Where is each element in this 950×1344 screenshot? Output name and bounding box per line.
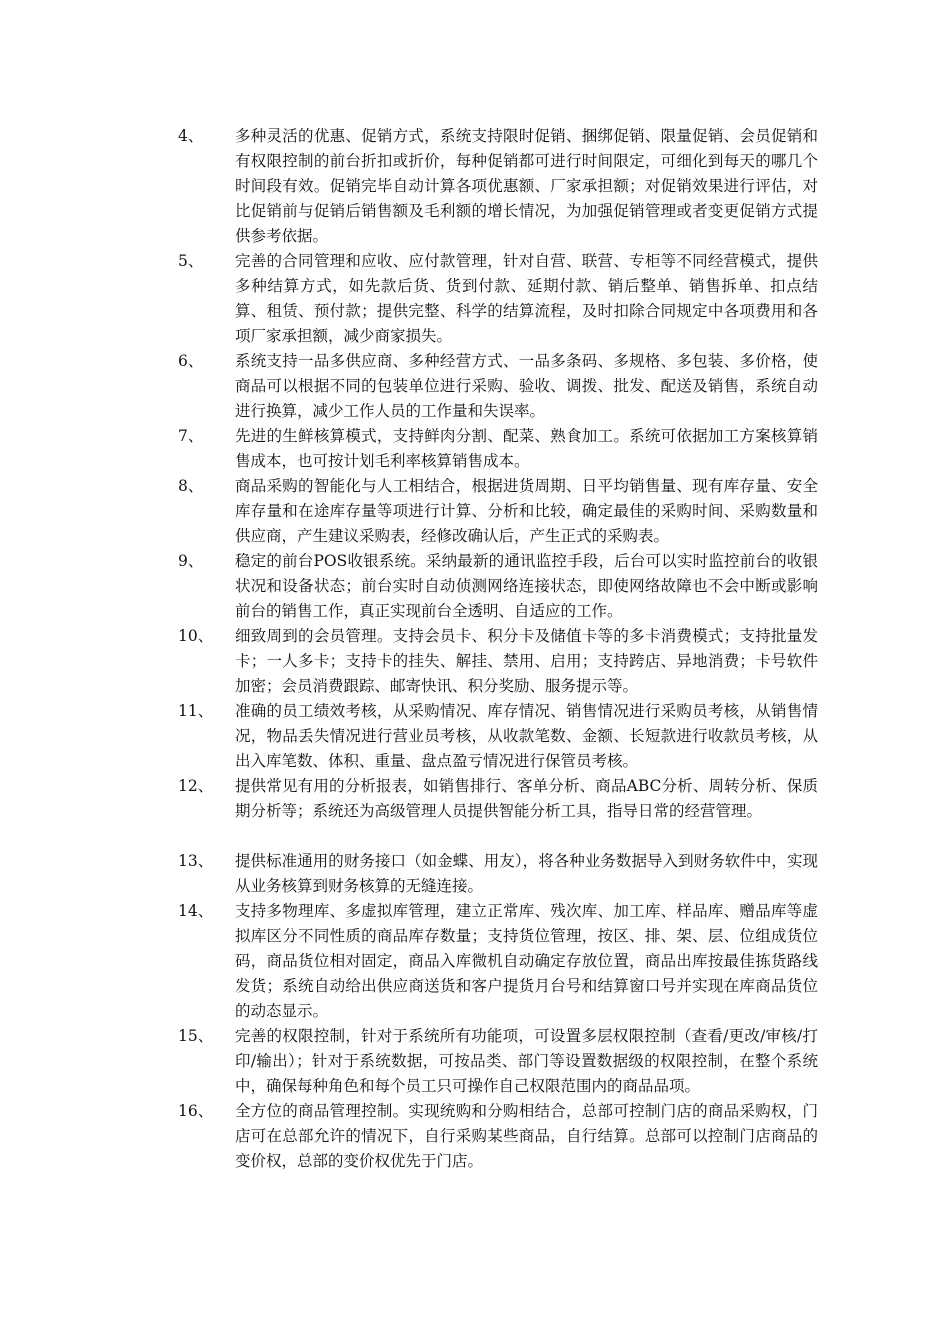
item-text: 系统支持一品多供应商、多种经营方式、一品多条码、多规格、多包装、多价格，使商品可以根据不同的包装单位进行采购、验收、调拨、批发、配送及销售，系统自动进行换算，减少工作人员的工作量和失误率。 [235,352,818,420]
list-item-10 [178,624,818,699]
item-number: 14、 [178,902,214,920]
list-item-15 [178,1024,818,1099]
item-text: 提供标准通用的财务接口（如金蝶、用友），将各种业务数据导入到财务软件中，实现从业务核算到财务核算的无缝连接。 [235,852,818,895]
item-text: 稳定的前台POS收银系统。采纳最新的通讯监控手段，后台可以实时监控前台的收银状况和设备状态；前台实时自动侦测网络连接状态，即使网络故障也不会中断或影响前台的销售工作，真正实现前台全透明、自适应的工作。 [235,552,818,620]
blank-line [178,824,818,849]
item-text: 支持多物理库、多虚拟库管理，建立正常库、残次库、加工库、样品库、赠品库等虚拟库区分不同性质的商品库存数量；支持货位管理，按区、排、架、层、位组成货位码，商品货位相对固定，商品入库微机自动确定存放位置，商品出库按最佳拣货路线发货；系统自动给出供应商送货和客户提货月台号和结算窗口号并实现在库商品货位的动态显示。 [235,902,818,1020]
item-text: 先进的生鲜核算模式，支持鲜肉分割、配菜、熟食加工。系统可依据加工方案核算销售成本，也可按计划毛利率核算销售成本。 [235,427,818,470]
item-text: 全方位的商品管理控制。实现统购和分购相结合，总部可控制门店的商品采购权，门店可在总部允许的情况下，自行采购某些商品，自行结算。总部可以控制门店商品的变价权，总部的变价权优先于门店。 [235,1102,818,1170]
item-number: 7、 [178,427,204,445]
item-number: 6、 [178,352,204,370]
list-item-8 [178,474,818,549]
item-number: 11、 [178,702,214,720]
list-item-6 [178,349,818,424]
list-item-12 [178,774,818,824]
list-item-9 [178,549,818,624]
item-number: 8、 [178,477,204,495]
list-item-14 [178,899,818,1024]
item-number: 12、 [178,777,214,795]
list-item-5 [178,249,818,349]
item-number: 13、 [178,852,214,870]
list-item-16 [178,1099,818,1174]
item-number: 10、 [178,627,214,645]
item-number: 16、 [178,1102,214,1120]
item-text: 准确的员工绩效考核，从采购情况、库存情况、销售情况进行采购员考核，从销售情况，物品丢失情况进行营业员考核，从收款笔数、金额、长短款进行收款员考核，从出入库笔数、体积、重量、盘点盈亏情况进行保管员考核。 [235,702,818,770]
list-item-4 [178,124,818,249]
item-text: 完善的合同管理和应收、应付款管理，针对自营、联营、专柜等不同经营模式，提供多种结算方式，如先款后货、货到付款、延期付款、销后整单、销售拆单、扣点结算、租赁、预付款；提供完整、科学的结算流程，及时扣除合同规定中各项费用和各项厂家承担额，减少商家损失。 [235,252,818,345]
item-text: 完善的权限控制，针对于系统所有功能项，可设置多层权限控制（查看/更改/审核/打印/输出）；针对于系统数据，可按品类、部门等设置数据级的权限控制，在整个系统中，确保每种角色和每个员工只可操作自己权限范围内的商品品项。 [235,1027,818,1095]
item-number: 5、 [178,252,204,270]
list-item-11 [178,699,818,774]
list-item-13 [178,849,818,899]
item-number: 15、 [178,1027,214,1045]
item-text: 多种灵活的优惠、促销方式，系统支持限时促销、捆绑促销、限量促销、会员促销和有权限控制的前台折扣或折价，每种促销都可进行时间限定，可细化到每天的哪几个时间段有效。促销完毕自动计算各项优惠额、厂家承担额；对促销效果进行评估，对比促销前与促销后销售额及毛利额的增长情况，为加强促销管理或者变更促销方式提供参考依据。 [235,127,818,245]
item-text: 提供常见有用的分析报表，如销售排行、客单分析、商品ABC分析、周转分析、保质期分析等；系统还为高级管理人员提供智能分析工具，指导日常的经营管理。 [235,777,818,820]
item-number: 9、 [178,552,204,570]
feature-list [178,124,818,1174]
item-text: 细致周到的会员管理。支持会员卡、积分卡及储值卡等的多卡消费模式；支持批量发卡；一人多卡；支持卡的挂失、解挂、禁用、启用；支持跨店、异地消费；卡号软件加密；会员消费跟踪、邮寄快讯、积分奖励、服务提示等。 [235,627,818,695]
item-number: 4、 [178,127,204,145]
list-item-7 [178,424,818,474]
item-text: 商品采购的智能化与人工相结合，根据进货周期、日平均销售量、现有库存量、安全库存量和在途库存量等项进行计算、分析和比较，确定最佳的采购时间、采购数量和供应商，产生建议采购表，经修改确认后，产生正式的采购表。 [235,477,818,545]
